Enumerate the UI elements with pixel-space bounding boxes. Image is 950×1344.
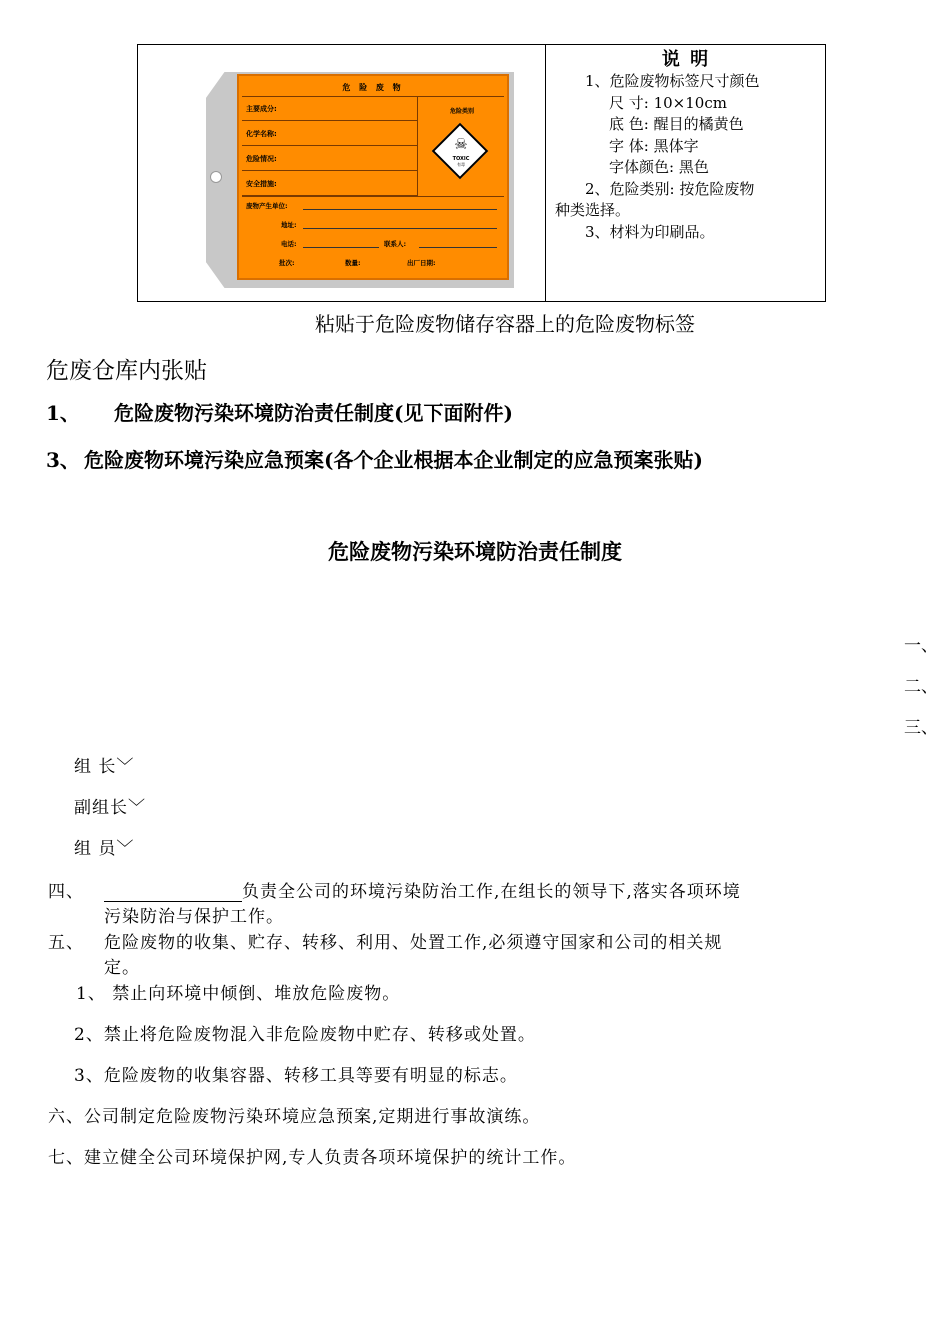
cutoff-marker: 三、 bbox=[904, 718, 938, 738]
para5-line2: 定。 bbox=[104, 958, 140, 978]
fill-blank bbox=[104, 883, 242, 902]
para4-line1 bbox=[104, 877, 741, 902]
producer-label: 废物产生单位: bbox=[246, 202, 288, 210]
notes-line: 底 色: 醒目的橘黄色 bbox=[609, 115, 744, 133]
para4-line2: 污染防治与保护工作。 bbox=[104, 907, 284, 927]
notes-line: 1、危险废物标签尺寸颜色 bbox=[585, 72, 760, 90]
notes-panel bbox=[547, 45, 825, 301]
sub-item: 2、禁止将危险废物混入非危险废物中贮存、转移或处置。 bbox=[74, 1025, 536, 1045]
table-divider bbox=[545, 45, 546, 301]
contact-underline bbox=[419, 247, 497, 248]
cutoff-marker: 二、 bbox=[904, 677, 938, 697]
notes-line: 种类选择。 bbox=[555, 201, 631, 219]
label-vline bbox=[417, 97, 418, 196]
tag-hole bbox=[210, 171, 222, 183]
para6: 六、公司制定危险废物污染环境应急预案,定期进行事故演练。 bbox=[48, 1107, 541, 1127]
cutoff-marker: 一、 bbox=[904, 636, 938, 656]
item-text: 危险废物环境污染应急预案(各个企业根据本企业制定的应急预案张贴) bbox=[84, 448, 703, 472]
para5-number: 五、 bbox=[48, 933, 84, 953]
skull-icon: ☠ bbox=[454, 135, 468, 153]
para7: 七、建立健全公司环境保护网,专人负责各项环境保护的统计工作。 bbox=[48, 1148, 577, 1168]
sub-item: 1、 禁止向环境中倾倒、堆放危险废物。 bbox=[76, 984, 401, 1004]
address-label: 地址: bbox=[281, 221, 297, 229]
label-hline bbox=[242, 196, 504, 197]
hazardous-waste-label bbox=[237, 74, 509, 280]
hazard-category-label: 危险类别 bbox=[449, 108, 474, 115]
member-leader: 组 长﹀ bbox=[74, 757, 135, 777]
notes-line: 字 体: 黑体字 bbox=[609, 136, 699, 155]
toxic-text: TOXIC bbox=[452, 156, 470, 162]
toxic-cn-text: 有毒 bbox=[457, 162, 465, 167]
doc-title: 危险废物污染环境防治责任制度 bbox=[328, 539, 622, 564]
label-row: 化学名称: bbox=[242, 122, 417, 146]
label-row: 安全措施: bbox=[242, 172, 417, 196]
item-text: 危险废物污染环境防治责任制度(见下面附件) bbox=[114, 401, 513, 425]
label-row: 危险情况: bbox=[242, 147, 417, 171]
member-staff: 组 员﹀ bbox=[74, 839, 135, 859]
notes-line: 3、材料为印刷品。 bbox=[585, 222, 715, 241]
label-row: 主要成分: bbox=[242, 97, 417, 121]
phone-underline bbox=[303, 247, 379, 248]
para4-text: 负责全公司的环境污染防治工作,在组长的领导下,落实各项环境 bbox=[242, 882, 741, 902]
phone-label: 电话: bbox=[281, 240, 297, 248]
date-label: 出厂日期: bbox=[407, 259, 436, 267]
batch-label: 批次: bbox=[279, 259, 295, 267]
para5-line1: 危险废物的收集、贮存、转移、利用、处置工作,必须遵守国家和公司的相关规 bbox=[104, 933, 723, 953]
contact-label: 联系人: bbox=[384, 240, 407, 248]
item-number: 1、 bbox=[46, 401, 80, 425]
section-heading: 危废仓库内张贴 bbox=[46, 358, 207, 384]
sub-item: 3、危险废物的收集容器、转移工具等要有明显的标志。 bbox=[74, 1066, 518, 1086]
notes-title: 说 明 bbox=[661, 49, 711, 70]
label-caption: 粘贴于危险废物储存容器上的危险废物标签 bbox=[315, 312, 695, 336]
item-number: 3、 bbox=[46, 448, 80, 472]
notes-line: 字体颜色: 黑色 bbox=[609, 158, 709, 176]
para4-number: 四、 bbox=[48, 882, 84, 902]
quantity-label: 数量: bbox=[345, 259, 361, 267]
label-header: 危 险 废 物 bbox=[242, 80, 504, 97]
notes-line: 尺 寸: 10×10cm bbox=[609, 93, 727, 112]
address-underline bbox=[303, 228, 497, 229]
producer-underline bbox=[303, 209, 497, 210]
notes-line: 2、危险类别: 按危险废物 bbox=[585, 179, 755, 198]
member-deputy: 副组长﹀ bbox=[74, 798, 146, 818]
